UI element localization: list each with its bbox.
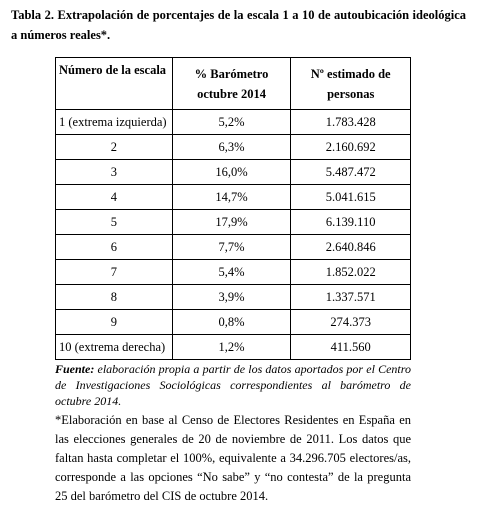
table-row (56, 285, 411, 310)
source-label: Fuente: (55, 362, 95, 376)
table-row (56, 110, 411, 135)
cell-percentage: 14,7% (172, 185, 291, 210)
cell-scale: 9 (56, 310, 173, 335)
cell-estimate: 411.560 (291, 335, 411, 360)
cell-scale: 7 (56, 260, 173, 285)
source-text: elaboración propia a partir de los datos aportados por el Centro de Investigaciones Sociológicas correspondientes al barómetro de octubre 2014. (55, 362, 411, 408)
cell-percentage: 5,2% (172, 110, 291, 135)
cell-percentage: 17,9% (172, 210, 291, 235)
table-row (56, 160, 411, 185)
cell-estimate: 1.337.571 (291, 285, 411, 310)
table-row (56, 135, 411, 160)
cell-percentage: 6,3% (172, 135, 291, 160)
cell-scale: 3 (56, 160, 173, 185)
table-row (56, 185, 411, 210)
column-header-estimate: Nº estimado de personas (291, 58, 411, 110)
cell-percentage: 7,7% (172, 235, 291, 260)
cell-scale: 8 (56, 285, 173, 310)
cell-scale: 6 (56, 235, 173, 260)
cell-percentage: 1,2% (172, 335, 291, 360)
cell-estimate: 5.041.615 (291, 185, 411, 210)
column-header-percentage: % Barómetro octubre 2014 (172, 58, 291, 110)
cell-scale: 4 (56, 185, 173, 210)
cell-estimate: 6.139.110 (291, 210, 411, 235)
cell-estimate: 1.852.022 (291, 260, 411, 285)
cell-percentage: 0,8% (172, 310, 291, 335)
table-header-row (56, 58, 411, 110)
cell-percentage: 3,9% (172, 285, 291, 310)
source-note (55, 361, 411, 409)
cell-percentage: 16,0% (172, 160, 291, 185)
cell-scale: 5 (56, 210, 173, 235)
cell-estimate: 2.640.846 (291, 235, 411, 260)
table-row (56, 335, 411, 360)
table-row (56, 310, 411, 335)
table-row (56, 210, 411, 235)
cell-estimate: 274.373 (291, 310, 411, 335)
data-table (55, 57, 411, 360)
cell-estimate: 1.783.428 (291, 110, 411, 135)
table-row (56, 260, 411, 285)
cell-scale: 1 (extrema izquierda) (56, 110, 173, 135)
cell-scale: 10 (extrema derecha) (56, 335, 173, 360)
footnote: *Elaboración en base al Censo de Electores Residentes en España en las elecciones generales de 20 de noviembre de 2011. Los datos que faltan hasta completar el 100%, equivalente a 34.296.705 electores/as, corresponde a las opciones “No sabe” y “no contesta” de la pregunta 25 del barómetro del CIS de octubre 2014. (55, 413, 411, 503)
cell-scale: 2 (56, 135, 173, 160)
table-caption: Tabla 2. Extrapolación de porcentajes de la escala 1 a 10 de autoubicación ideológica a números reales*. (11, 8, 466, 42)
cell-estimate: 2.160.692 (291, 135, 411, 160)
cell-percentage: 5,4% (172, 260, 291, 285)
table-row (56, 235, 411, 260)
column-header-scale: Número de la escala (56, 58, 173, 110)
cell-estimate: 5.487.472 (291, 160, 411, 185)
